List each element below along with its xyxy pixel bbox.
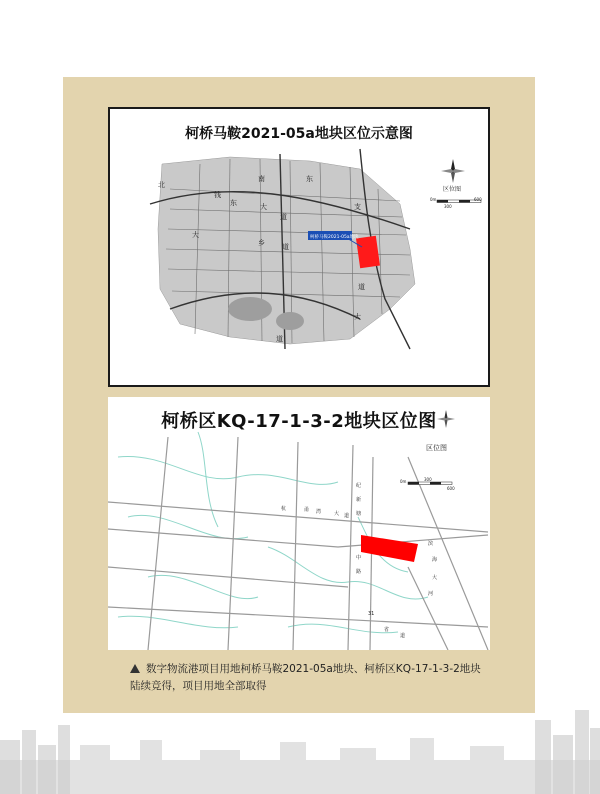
road-label: 道: [358, 283, 365, 291]
road-label: 纪: [356, 483, 362, 489]
map-two-frame: [108, 397, 490, 650]
road-label: 杭: [281, 506, 287, 512]
road-label: 31: [368, 611, 375, 617]
compass-rose-icon: [441, 159, 465, 183]
road-label: 支: [354, 203, 361, 211]
road-label: 乡: [258, 239, 265, 247]
map-one-drawing: [110, 109, 488, 385]
road-label: 道: [276, 335, 283, 343]
road-label: 省: [384, 627, 390, 633]
scale-tick: 300: [444, 204, 452, 209]
road-label: 东: [306, 175, 313, 183]
parcel-05a-label: 柯桥马鞍2021-05a地块: [310, 235, 359, 240]
scale-bar: [408, 482, 452, 485]
road-label: 大: [354, 313, 361, 321]
road-label: 新: [356, 497, 362, 503]
road-label: 道: [280, 213, 287, 221]
scale-tick: 0m: [400, 479, 407, 484]
road-label: 大: [260, 203, 267, 211]
road-label: 大: [432, 575, 438, 581]
map-one-frame: [108, 107, 490, 387]
scale-tick: 600: [447, 486, 455, 491]
road-label: 海: [432, 557, 438, 563]
map-one-title: 柯桥马鞍2021-05a地块区位示意图: [185, 126, 413, 142]
road-label: 道: [400, 633, 406, 639]
parcel-05a: [356, 236, 380, 268]
figure-caption: [130, 661, 490, 695]
city-skyline-watermark: [0, 700, 600, 794]
road-label: 大: [334, 511, 340, 517]
road-label: 甬: [304, 507, 310, 513]
road-label: 滨: [428, 541, 434, 547]
road-label: 中: [356, 555, 362, 561]
road-label: 路: [356, 569, 362, 575]
road-label: 湾: [316, 509, 322, 515]
road-label: 塘: [356, 511, 362, 517]
triangle-bullet-icon: [130, 664, 140, 673]
map-two-title: 柯桥区KQ-17-1-3-2地块区位图: [161, 411, 437, 432]
scale-tick: 300: [424, 477, 432, 482]
map-two-legend-label: 区位图: [426, 444, 447, 452]
compass-rose-icon: [437, 410, 455, 428]
road-label: 道: [344, 513, 350, 519]
road-label: 道: [282, 243, 289, 251]
road-label: 钱: [214, 191, 221, 199]
parcel-kq-17-1-3-2: [361, 535, 418, 562]
road-label: 大: [192, 231, 199, 239]
map-two-drawing: [108, 397, 490, 650]
road-label: 南: [258, 175, 265, 183]
caption-text: 数字物流港项目用地柯桥马鞍2021-05a地块、柯桥区KQ-17-1-3-2地块陆续竞得，项目用地全部取得: [130, 663, 481, 692]
road-label: 东: [230, 199, 237, 207]
map-one-legend-label: 区位图: [443, 186, 462, 193]
road-label: 北: [158, 181, 165, 189]
teal-waterways: [118, 432, 428, 633]
scale-tick: 0m: [430, 197, 437, 202]
road-label: 河: [428, 591, 434, 597]
scale-tick: 600: [474, 197, 482, 202]
